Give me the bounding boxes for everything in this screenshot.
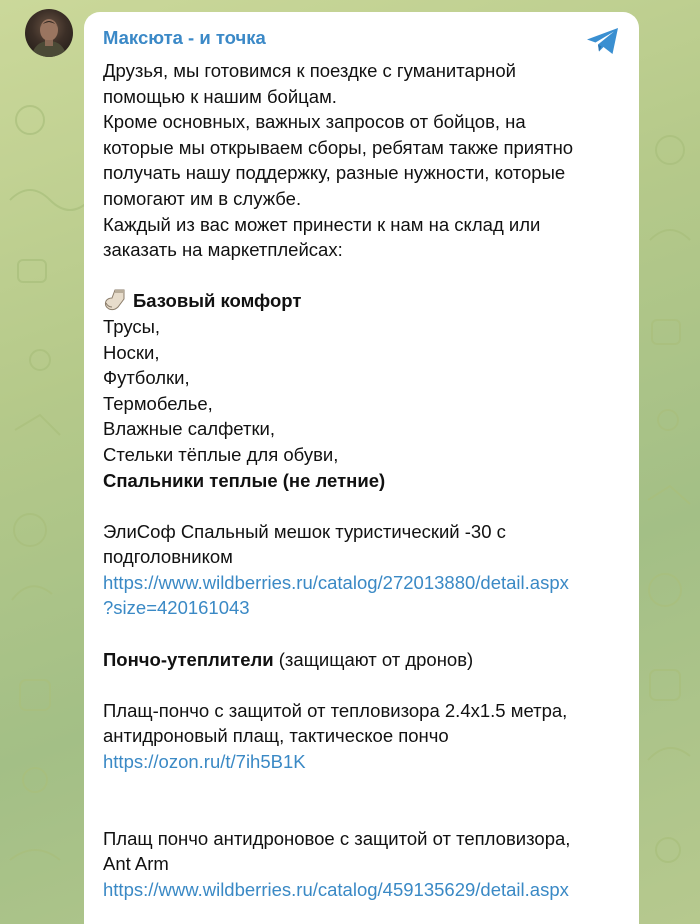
list-item: Влажные салфетки, (103, 418, 276, 440)
ozon-link[interactable]: https://ozon.ru/t/7ih5B1K (103, 751, 306, 773)
section-heading-poncho (103, 647, 617, 673)
product-title: Ant Arm (103, 853, 169, 875)
text-line: которые мы открываем сборы, ребятам также приятно (103, 136, 574, 158)
list-item: Термобелье, (103, 392, 213, 414)
section-note: (защищают от дронов) (273, 648, 474, 670)
avatar-image-icon (25, 9, 73, 57)
text-line: Друзья, мы готовимся к поездке с гуманитарной (103, 60, 516, 81)
text-line: помощью к нашим бойцам. (103, 85, 337, 107)
channel-name[interactable]: Максюта - и точка (103, 27, 266, 48)
list-item: Футболки, (103, 367, 190, 389)
product-title: антидроновый плащ, тактическое пончо (103, 725, 449, 747)
list-item: Трусы, (103, 315, 161, 337)
list-item-bold (103, 468, 617, 494)
list-item: Стельки тёплые для обуви, (103, 443, 339, 465)
product-title: Плащ пончо антидроновое с защитой от тепловизора, (103, 827, 571, 849)
text-line: заказать на маркетплейсах: (103, 239, 343, 261)
wildberries-link-1-continued[interactable]: ?size=420161043 (103, 597, 250, 619)
text-line: получать нашу поддержку, разные нужности, которые (103, 162, 566, 184)
text-line: Каждый из вас может принести к нам на склад или (103, 213, 541, 235)
message-bubble (84, 12, 639, 924)
product-title: ЭлиСоф Спальный мешок туристический -30 с (103, 520, 506, 542)
telegram-share-icon[interactable] (585, 26, 621, 56)
list-item: Носки, (103, 341, 160, 363)
text-line: Кроме основных, важных запросов от бойцов, на (103, 111, 526, 133)
sleeping-bags-label: Спальники теплые (не летние) (103, 469, 386, 491)
channel-avatar[interactable] (25, 9, 73, 57)
section-title: Пончо-утеплители (103, 648, 274, 670)
product-title: Плащ-пончо с защитой от тепловизора 2.4x1.5 метра, (103, 699, 568, 721)
message-header (103, 26, 617, 58)
section-title: Базовый комфорт (133, 290, 302, 312)
sock-icon (103, 289, 127, 311)
wildberries-link-1[interactable]: https://www.wildberries.ru/catalog/272013880/detail.aspx (103, 571, 569, 593)
product-title: подголовником (103, 546, 233, 568)
message-text (103, 58, 617, 903)
text-line: помогают им в службе. (103, 187, 302, 209)
section-heading-basic-comfort (103, 288, 617, 314)
wildberries-link-2[interactable]: https://www.wildberries.ru/catalog/459135629/detail.aspx (103, 879, 569, 900)
